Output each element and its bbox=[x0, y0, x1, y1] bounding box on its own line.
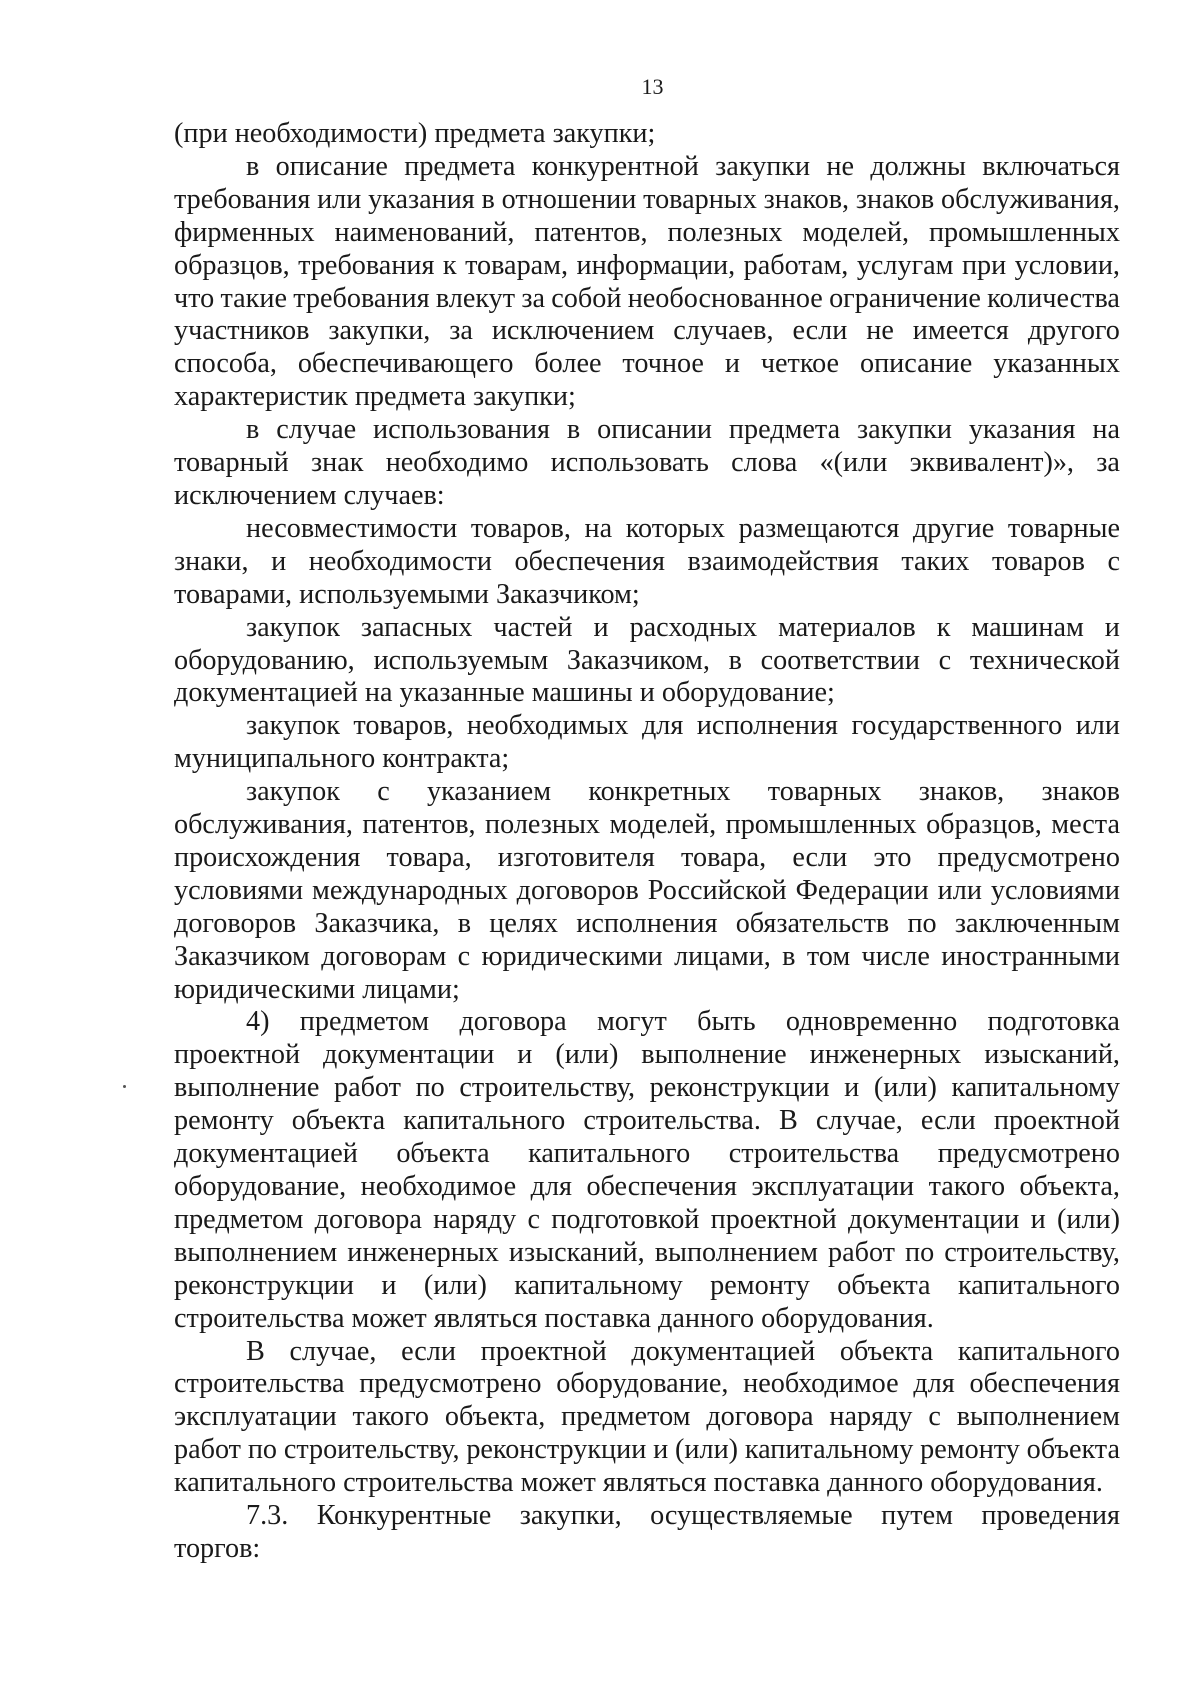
text-line: что такие требования влекут за собой необоснованное ограничение количества bbox=[174, 282, 1120, 314]
text-line: документацией объекта капитального строительства предусмотрено bbox=[174, 1138, 1120, 1170]
text-line: торгов: bbox=[174, 1532, 261, 1564]
text-line: документацией на указанные машины и оборудование; bbox=[174, 677, 835, 709]
text-line: юридическими лицами; bbox=[174, 973, 460, 1005]
paragraph bbox=[174, 118, 1120, 151]
text-line: 4) предметом договора могут быть одновременно подготовка bbox=[246, 1006, 1120, 1038]
text-line: В случае, если проектной документацией объекта капитального bbox=[246, 1335, 1120, 1367]
text-line: выполнение работ по строительству, реконструкции и (или) капитальному bbox=[174, 1072, 1120, 1104]
text-line: реконструкции и (или) капитальному ремонту объекта капитального bbox=[174, 1269, 1120, 1301]
text-line: предметом договора наряду с подготовкой проектной документации и (или) bbox=[174, 1203, 1120, 1235]
text-line: товарный знак необходимо использовать слова «(или эквивалент)», за bbox=[174, 447, 1120, 479]
text-line: проектной документации и (или) выполнение инженерных изысканий, bbox=[174, 1039, 1120, 1071]
text-line: несовместимости товаров, на которых размещаются другие товарные bbox=[246, 512, 1120, 544]
text-line: эксплуатации такого объекта, предметом договора наряду с выполнением bbox=[174, 1401, 1120, 1433]
text-line: 7.3. Конкурентные закупки, осуществляемые путем проведения bbox=[246, 1500, 1120, 1532]
text-line: фирменных наименований, патентов, полезных моделей, промышленных bbox=[174, 216, 1120, 248]
text-line: исключением случаев: bbox=[174, 479, 445, 511]
text-line: условиями международных договоров Российской Федерации или условиями bbox=[174, 874, 1120, 906]
paragraph bbox=[174, 1336, 1120, 1501]
text-line: происхождения товара, изготовителя товара, если это предусмотрено bbox=[174, 841, 1120, 873]
text-line: характеристик предмета закупки; bbox=[174, 381, 576, 413]
paragraph bbox=[174, 710, 1120, 776]
text-line: способа, обеспечивающего более точное и четкое описание указанных bbox=[174, 348, 1120, 380]
text-line: (при необходимости) предмета закупки; bbox=[174, 118, 656, 149]
text-line: строительства может являться поставка данного оборудования. bbox=[174, 1302, 934, 1334]
scan-artifact-dot bbox=[123, 1085, 126, 1088]
paragraph bbox=[174, 776, 1120, 1006]
paragraph bbox=[174, 513, 1120, 612]
text-line: договоров Заказчика, в целях исполнения обязательств по заключенным bbox=[174, 907, 1120, 939]
text-line: товарами, используемыми Заказчиком; bbox=[174, 578, 640, 610]
text-line: закупок с указанием конкретных товарных знаков, знаков bbox=[246, 776, 1120, 808]
text-line: в случае использования в описании предмета закупки указания на bbox=[246, 414, 1120, 446]
text-line: работ по строительству, реконструкции и (или) капитальному ремонту объекта bbox=[174, 1434, 1120, 1466]
text-line: закупок товаров, необходимых для исполнения государственного или bbox=[246, 710, 1120, 742]
text-line: образцов, требования к товарам, информации, работам, услугам при условии, bbox=[174, 249, 1120, 281]
paragraph bbox=[174, 1500, 1120, 1566]
text-line: знаки, и необходимости обеспечения взаимодействия таких товаров с bbox=[174, 545, 1120, 577]
text-line: участников закупки, за исключением случаев, если не имеется другого bbox=[174, 315, 1120, 347]
text-line: обслуживания, патентов, полезных моделей, промышленных образцов, места bbox=[174, 809, 1120, 841]
text-line: муниципального контракта; bbox=[174, 743, 510, 775]
text-line: ремонту объекта капитального строительства. В случае, если проектной bbox=[174, 1105, 1120, 1137]
text-line: оборудованию, используемым Заказчиком, в соответствии с технической bbox=[174, 644, 1120, 676]
text-line: оборудование, необходимое для обеспечения эксплуатации такого объекта, bbox=[174, 1171, 1120, 1202]
paragraph bbox=[174, 151, 1120, 414]
text-line: капитального строительства может являться поставка данного оборудования. bbox=[174, 1467, 1103, 1499]
text-line: Заказчиком договорам с юридическими лицами, в том числе иностранными bbox=[174, 940, 1120, 972]
page-number: 13 bbox=[641, 74, 664, 99]
document-body bbox=[174, 118, 1120, 1566]
text-line: требования или указания в отношении товарных знаков, знаков обслуживания, bbox=[174, 183, 1120, 215]
text-line: строительства предусмотрено оборудование, необходимое для обеспечения bbox=[174, 1368, 1120, 1400]
text-line: закупок запасных частей и расходных материалов к машинам и bbox=[246, 611, 1120, 643]
text-line: в описание предмета конкурентной закупки не должны включаться bbox=[246, 150, 1120, 182]
paragraph bbox=[174, 1006, 1120, 1335]
paragraph bbox=[174, 612, 1120, 711]
paragraph bbox=[174, 414, 1120, 513]
text-line: выполнением инженерных изысканий, выполнением работ по строительству, bbox=[174, 1236, 1120, 1268]
